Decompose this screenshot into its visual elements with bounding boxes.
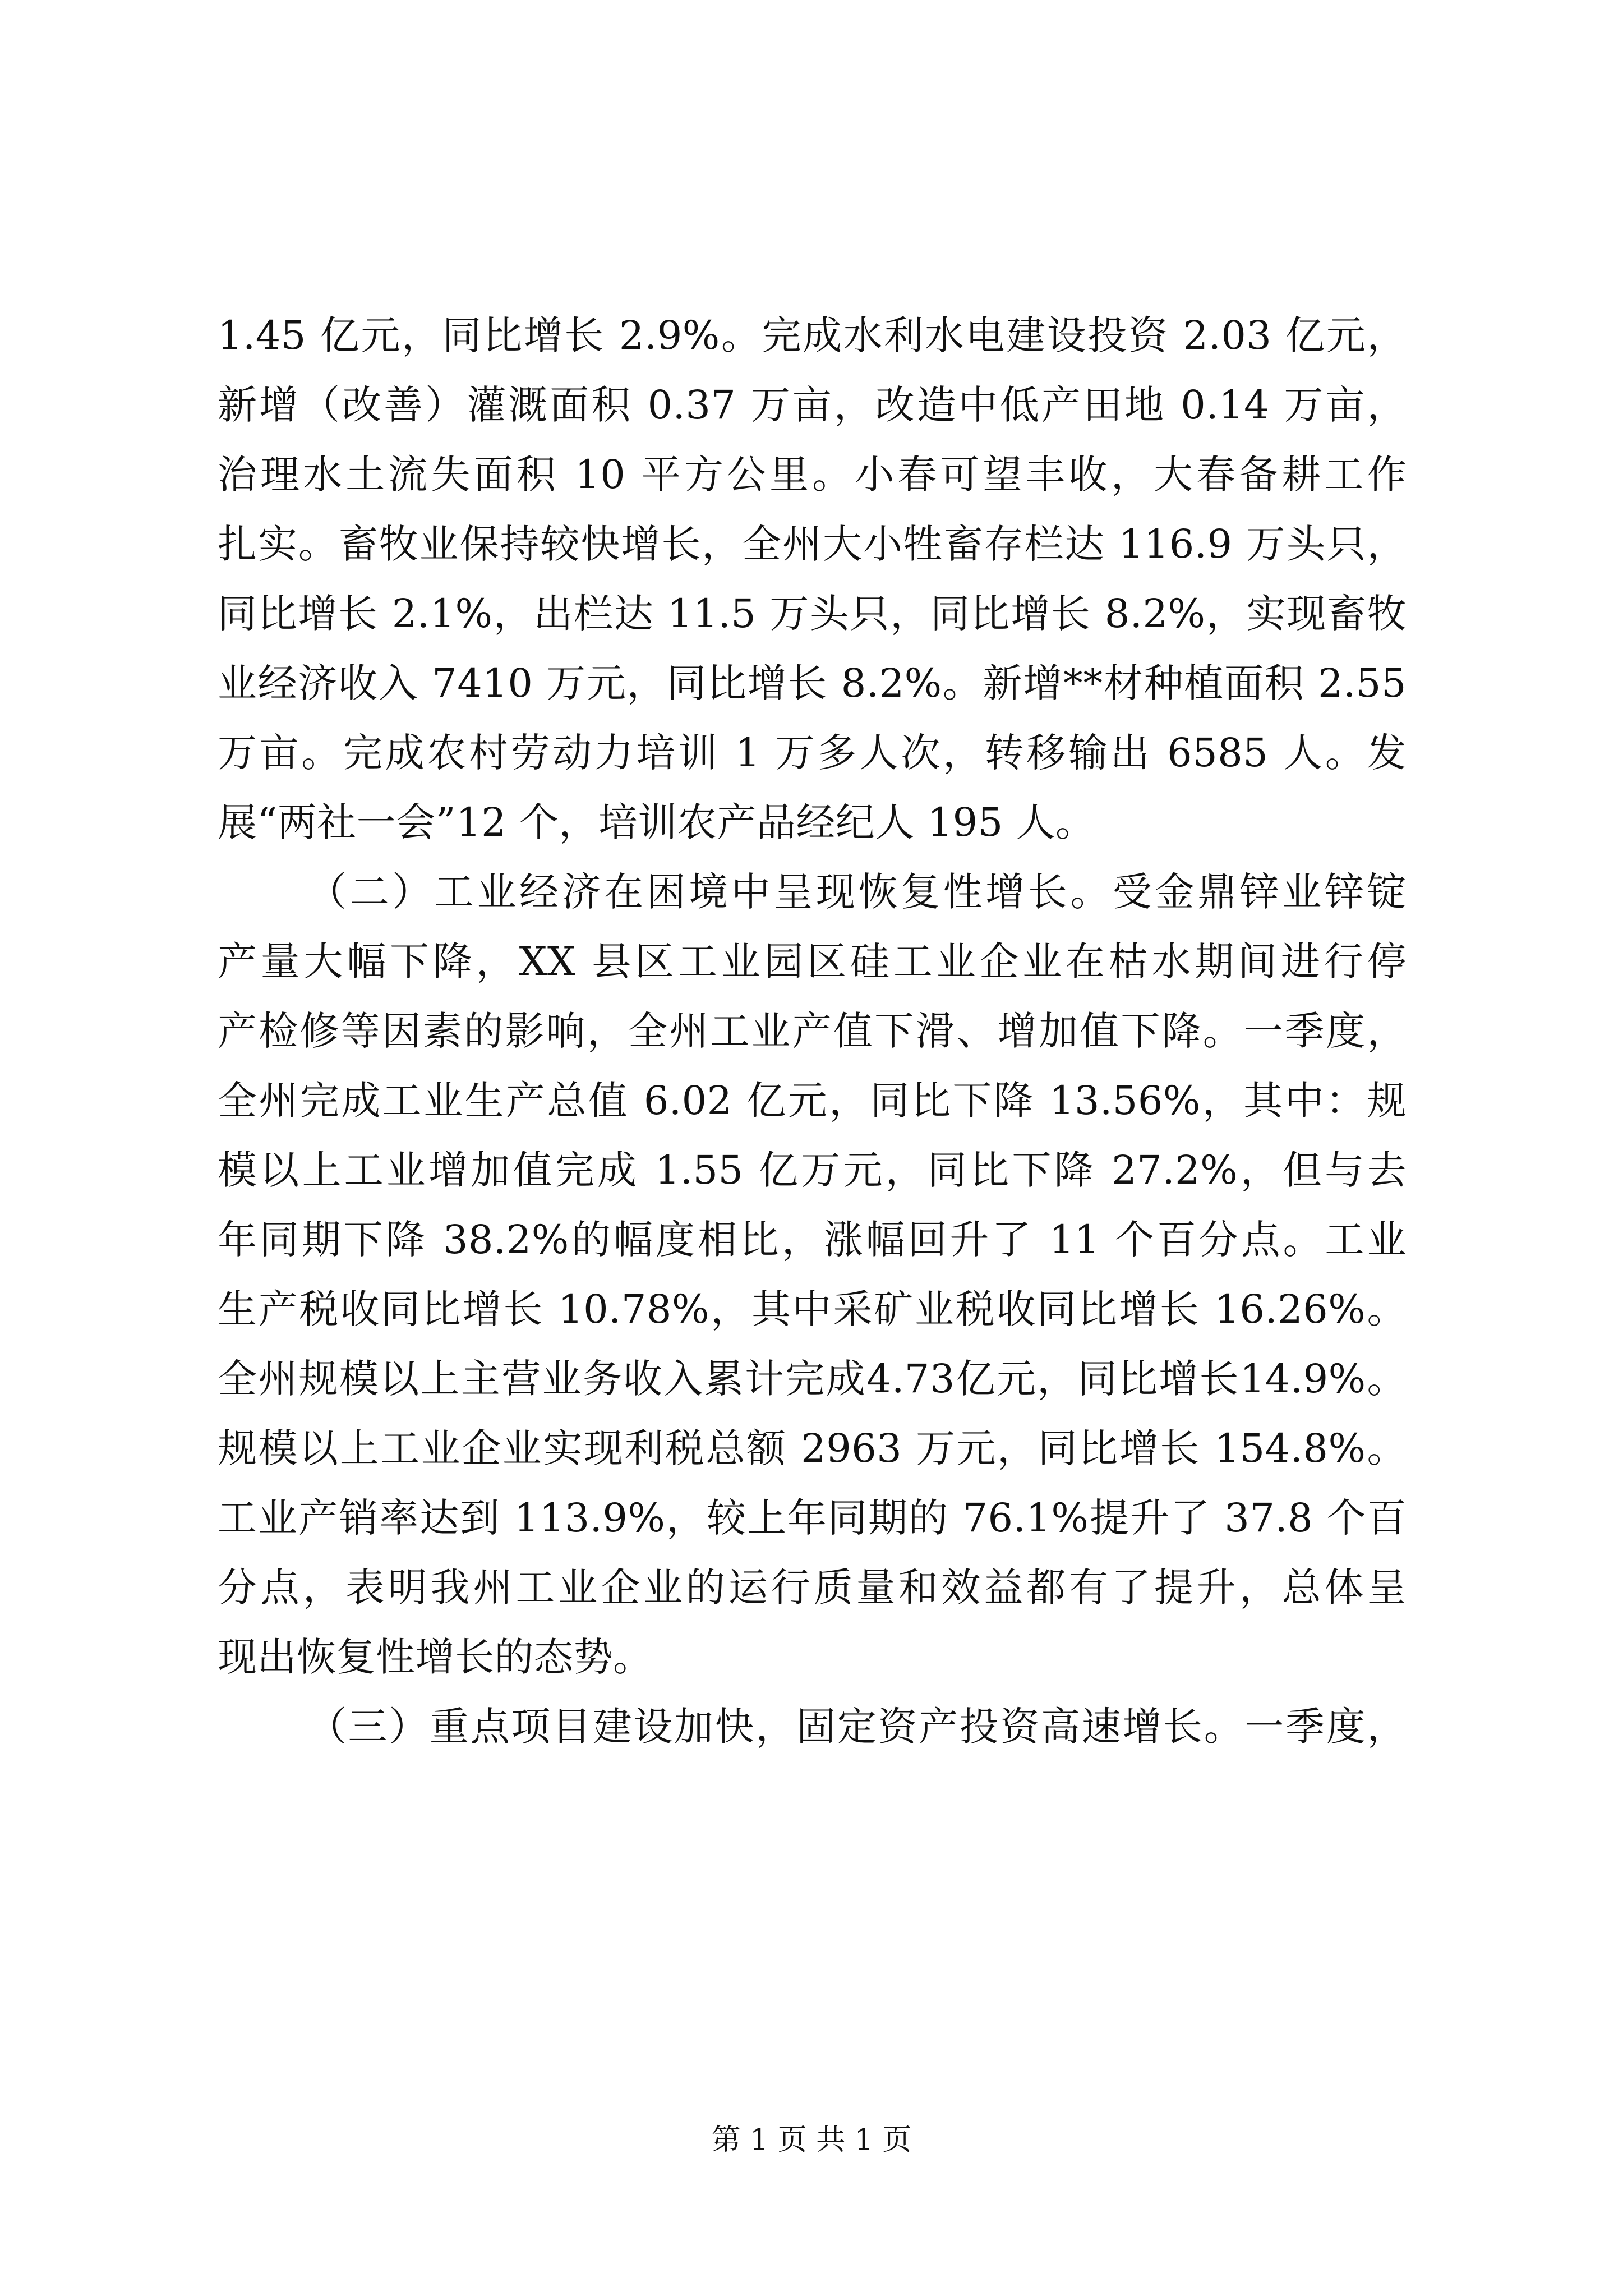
paragraph-1 <box>218 301 1407 857</box>
text-line: 产量大幅下降，XX 县区工业园区硅工业企业在枯水期间进行停 <box>218 938 1407 984</box>
text-line: 1.45 亿元，同比增长 2.9%。完成水利水电建设投资 2.03 亿元， <box>218 312 1407 358</box>
text-line: 治理水土流失面积 10 平方公里。小春可望丰收，大春备耕工作 <box>218 452 1407 498</box>
text-line: 新增（改善）灌溉面积 0.37 万亩，改造中低产田地 0.14 万亩， <box>218 382 1407 428</box>
text-line: 年同期下降 38.2%的幅度相比，涨幅回升了 11 个百分点。工业 <box>218 1217 1407 1263</box>
text-line: 分点，表明我州工业企业的运行质量和效益都有了提升，总体呈 <box>218 1565 1407 1611</box>
text-line: 同比增长 2.1%，出栏达 11.5 万头只，同比增长 8.2%，实现畜牧 <box>218 591 1407 637</box>
text-line: 产检修等因素的影响，全州工业产值下滑、增加值下降。一季度， <box>218 1008 1407 1054</box>
text-line: 扎实。畜牧业保持较快增长，全州大小牲畜存栏达 116.9 万头只， <box>218 521 1407 567</box>
text-line: 全州完成工业生产总值 6.02 亿元，同比下降 13.56%，其中：规 <box>218 1078 1407 1124</box>
paragraph-3 <box>218 1692 1407 1761</box>
paragraph-2 <box>218 857 1407 1692</box>
text-line: 生产税收同比增长 10.78%，其中采矿业税收同比增长 16.26%。 <box>218 1286 1407 1332</box>
text-line: 万亩。完成农村劳动力培训 1 万多人次，转移输出 6585 人。发 <box>218 730 1407 776</box>
document-body <box>218 301 1407 1761</box>
text-line: （二）工业经济在困境中呈现恢复性增长。受金鼎锌业锌锭 <box>307 869 1407 915</box>
text-line: 现出恢复性增长的态势。 <box>218 1634 653 1680</box>
text-line: （三）重点项目建设加快，固定资产投资高速增长。一季度， <box>307 1704 1407 1750</box>
text-line: 工业产销率达到 113.9%，较上年同期的 76.1%提升了 37.8 个百 <box>218 1495 1407 1541</box>
text-line: 全州规模以上主营业务收入累计完成4.73亿元，同比增长14.9%。 <box>218 1356 1407 1402</box>
page-footer: 第 1 页 共 1 页 <box>711 2123 912 2157</box>
text-line: 规模以上工业企业实现利税总额 2963 万元，同比增长 154.8%。 <box>218 1425 1407 1471</box>
text-line: 模以上工业增加值完成 1.55 亿万元，同比下降 27.2%，但与去 <box>218 1147 1407 1193</box>
text-line: 业经济收入 7410 万元，同比增长 8.2%。新增**材种植面积 2.55 <box>218 660 1407 706</box>
text-line: 展“两社一会”12 个，培训农产品经纪人 195 人。 <box>218 799 1095 845</box>
